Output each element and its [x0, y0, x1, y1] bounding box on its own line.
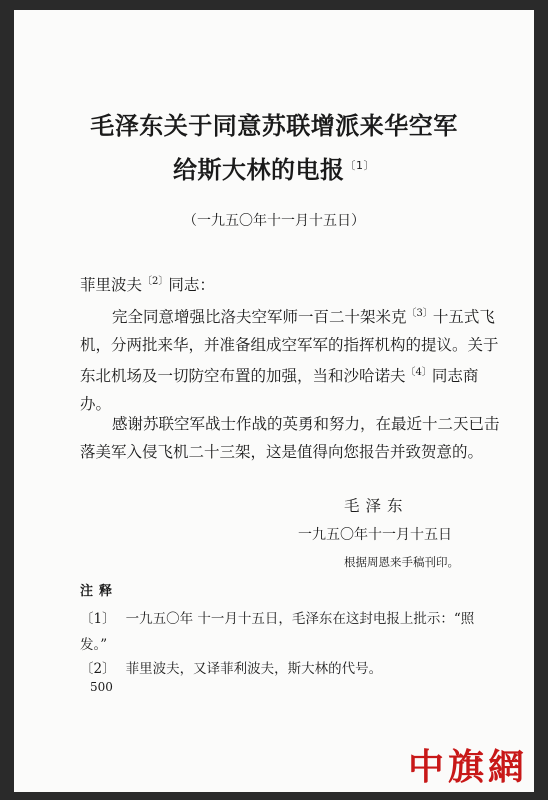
footnote-1-number: 〔1〕 — [80, 611, 116, 627]
document-date: （一九五〇年十一月十五日） — [183, 213, 365, 229]
footnote-1-text: 一九五〇年 十一月十五日，毛泽东在这封电报上批示：“照发。” — [80, 611, 475, 653]
footnote-1 — [80, 606, 500, 658]
body-paragraph-1 — [80, 300, 500, 418]
salutation-name: 菲里波夫 — [80, 276, 143, 295]
footnote-2-number: 〔2〕 — [80, 661, 116, 677]
footnote-2 — [80, 656, 500, 682]
para1-part3: 同志商办。 — [80, 367, 479, 414]
title-line-1: 毛泽东关于同意苏联增派来华空军 — [90, 112, 458, 140]
footnote-2-text: 菲里波夫，又译菲利波夫，斯大林的代号。 — [125, 661, 383, 677]
title-line-2 — [14, 146, 534, 190]
notes-heading: 注释 — [80, 584, 119, 599]
title-line-2-text: 给斯大林的电报 — [173, 156, 345, 184]
salutation-suffix: 同志： — [168, 276, 215, 295]
para1-part2: 十五式飞机，分两批来华，并准备组成空军军的指挥机构的提议。关于东北机场及一切防空布置的加强，当和沙哈诺夫 — [80, 308, 499, 386]
body-paragraph-2: 感谢苏联空军战士作战的英勇和努力，在最近十二天已击落美军入侵飞机二十三架，这是值得向您报告并致贺意的。 — [80, 415, 500, 461]
salutation — [80, 268, 215, 299]
para1-footnote-ref-4[interactable]: 〔4〕 — [405, 367, 432, 379]
site-watermark-logo: 中旗網 — [408, 746, 529, 788]
para1-part1: 完全同意增强比洛夫空军师一百二十架米克 — [112, 308, 407, 327]
document-title — [14, 106, 534, 190]
signature-date: 一九五〇年十一月十五日 — [298, 527, 452, 543]
document-page — [14, 10, 534, 792]
signature-name: 毛泽东 — [344, 497, 409, 515]
page-number: 500 — [90, 680, 113, 694]
para1-footnote-ref-3[interactable]: 〔3〕 — [406, 308, 433, 319]
salutation-footnote-ref[interactable]: 〔2〕 — [142, 276, 169, 287]
title-footnote-ref[interactable]: 〔1〕 — [344, 159, 375, 172]
source-note: 根据周恩来手稿刊印。 — [344, 555, 459, 569]
